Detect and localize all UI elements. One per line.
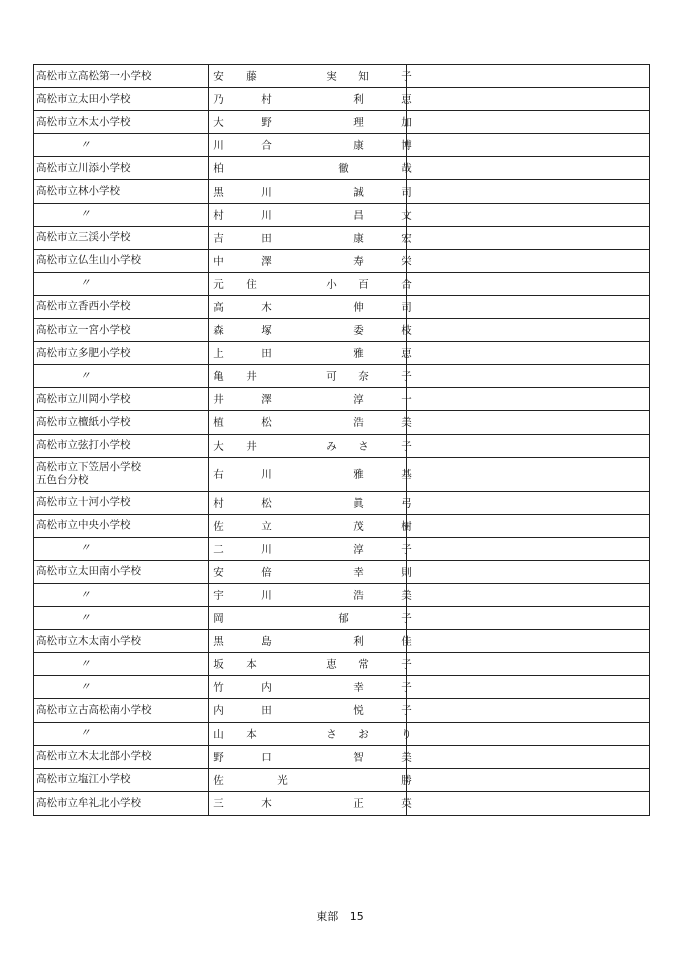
school-cell (34, 157, 209, 179)
school-name: 高松市立古高松南小学校 (36, 703, 152, 716)
name-cell (209, 273, 412, 295)
given-name-char: 昌 (353, 209, 364, 222)
surname-char: 元 (213, 278, 224, 291)
given-name-char: 佳 (401, 635, 412, 648)
surname-char: 吉 (213, 232, 224, 245)
remarks-cell (407, 653, 649, 675)
given-name-char: 雅 (353, 347, 364, 360)
school-cell (34, 492, 209, 514)
roster-table (33, 64, 650, 816)
name-cell (209, 792, 412, 815)
name-cell (209, 746, 412, 768)
given-name-char: 悦 (353, 704, 364, 717)
surname-char: 住 (246, 278, 257, 291)
given-name-char: 子 (401, 681, 412, 694)
given-name-char: 淳 (353, 393, 364, 406)
given-name-char: 樹 (401, 520, 412, 533)
school-cell (34, 723, 209, 745)
surname-char: 川 (261, 468, 272, 481)
surname-char: 藤 (246, 70, 257, 83)
remarks-cell (407, 88, 649, 110)
table-row (34, 273, 649, 296)
surname-char: 木 (261, 301, 272, 314)
name-cell (209, 319, 412, 341)
given-name-char: お (358, 728, 369, 741)
surname-char: 山 (213, 728, 224, 741)
surname-char: 内 (213, 704, 224, 717)
surname-char: 宇 (213, 589, 224, 602)
surname-char: 柏 (213, 162, 224, 175)
name-cell (209, 411, 412, 433)
given-name-char: 幸 (353, 681, 364, 694)
surname-char: 大 (213, 116, 224, 129)
given-name-char: 知 (358, 70, 369, 83)
given-name-char: 恵 (401, 93, 412, 106)
table-row (34, 515, 649, 538)
remarks-cell (407, 699, 649, 721)
table-row (34, 204, 649, 227)
name-cell (209, 250, 412, 272)
school-name: 高松市立木太北部小学校 (36, 750, 152, 763)
surname-char: 川 (261, 186, 272, 199)
school-name: 〃 (80, 138, 91, 151)
given-name-char: 実 (326, 70, 337, 83)
remarks-cell (407, 157, 649, 179)
school-cell (34, 792, 209, 815)
surname-char: 安 (213, 70, 224, 83)
surname-char: 内 (261, 681, 272, 694)
surname-char: 川 (261, 543, 272, 556)
given-name-char: 則 (401, 566, 412, 579)
school-name: 高松市立木太小学校 (36, 115, 131, 128)
school-cell (34, 204, 209, 226)
table-row (34, 630, 649, 653)
given-name-char: 浩 (353, 589, 364, 602)
surname-char: 安 (213, 566, 224, 579)
given-name-char: 栄 (401, 255, 412, 268)
surname-char: 三 (213, 797, 224, 810)
table-row (34, 227, 649, 250)
surname-char: 井 (213, 393, 224, 406)
school-name: 高松市立下笠居小学校 (36, 461, 141, 474)
given-name-char: 郁 (338, 612, 349, 625)
name-cell (209, 653, 412, 675)
surname-char: 佐 (213, 520, 224, 533)
school-name: 〃 (80, 277, 91, 290)
school-name: 〃 (80, 542, 91, 555)
name-cell (209, 88, 412, 110)
given-name-char: 哉 (401, 162, 412, 175)
table-row (34, 435, 649, 458)
surname-char: 右 (213, 468, 224, 481)
remarks-cell (407, 250, 649, 272)
table-row (34, 342, 649, 365)
table-row (34, 538, 649, 561)
surname-char: 高 (213, 301, 224, 314)
surname-char: 井 (246, 440, 257, 453)
table-row (34, 319, 649, 342)
school-cell (34, 227, 209, 249)
given-name-char: 眞 (353, 497, 364, 510)
remarks-cell (407, 630, 649, 652)
given-name-char: 百 (358, 278, 369, 291)
school-cell (34, 342, 209, 364)
given-name-char: 子 (401, 612, 412, 625)
school-name: 〃 (80, 369, 91, 382)
remarks-cell (407, 65, 649, 87)
remarks-cell (407, 342, 649, 364)
surname-char: 村 (213, 497, 224, 510)
given-name-char: 合 (401, 278, 412, 291)
remarks-cell (407, 111, 649, 133)
given-name-char: 文 (401, 209, 412, 222)
remarks-cell (407, 273, 649, 295)
name-cell (209, 227, 412, 249)
remarks-cell (407, 746, 649, 768)
given-name-char: 美 (401, 589, 412, 602)
surname-char: 澤 (261, 255, 272, 268)
surname-char: 光 (277, 774, 288, 787)
name-cell (209, 492, 412, 514)
surname-char: 澤 (261, 393, 272, 406)
surname-char: 竹 (213, 681, 224, 694)
surname-char: 口 (261, 751, 272, 764)
surname-char: 田 (261, 704, 272, 717)
given-name-char: 正 (353, 797, 364, 810)
table-row (34, 746, 649, 769)
given-name-char: 子 (401, 370, 412, 383)
surname-char: 田 (261, 347, 272, 360)
school-name: 高松市立檀紙小学校 (36, 415, 131, 428)
remarks-cell (407, 584, 649, 606)
school-cell (34, 561, 209, 583)
given-name-char: 利 (353, 93, 364, 106)
name-cell (209, 134, 412, 156)
surname-char: 木 (261, 797, 272, 810)
table-row (34, 88, 649, 111)
given-name-char: 茂 (353, 520, 364, 533)
name-cell (209, 723, 412, 745)
given-name-char: 康 (353, 232, 364, 245)
school-name: 高松市立川岡小学校 (36, 392, 131, 405)
surname-char: 黒 (213, 186, 224, 199)
school-name: 高松市立十河小学校 (36, 496, 131, 509)
footer-page-number: 15 (349, 910, 364, 923)
given-name-char: 康 (353, 139, 364, 152)
table-row (34, 561, 649, 584)
remarks-cell (407, 492, 649, 514)
given-name-char: 子 (401, 704, 412, 717)
name-cell (209, 65, 412, 87)
given-name-char: さ (358, 440, 369, 453)
table-row (34, 492, 649, 515)
given-name-char: 徹 (338, 162, 349, 175)
remarks-cell (407, 319, 649, 341)
surname-char: 川 (213, 139, 224, 152)
name-cell (209, 607, 412, 629)
name-cell (209, 296, 412, 318)
school-name: 高松市立塩江小学校 (36, 773, 131, 786)
given-name-char: 博 (401, 139, 412, 152)
remarks-cell (407, 134, 649, 156)
surname-char: 川 (261, 209, 272, 222)
given-name-char: 利 (353, 635, 364, 648)
name-cell (209, 157, 412, 179)
given-name-char: 加 (401, 116, 412, 129)
school-cell (34, 515, 209, 537)
school-name: 〃 (80, 727, 91, 740)
school-cell (34, 273, 209, 295)
given-name-char: 子 (401, 70, 412, 83)
surname-char: 立 (261, 520, 272, 533)
surname-char: 本 (246, 658, 257, 671)
given-name-char: 可 (326, 370, 337, 383)
school-name: 高松市立川添小学校 (36, 161, 131, 174)
table-row (34, 458, 649, 492)
remarks-cell (407, 204, 649, 226)
given-name-char: 英 (401, 797, 412, 810)
table-row (34, 250, 649, 273)
remarks-cell (407, 180, 649, 202)
school-name: 高松市立三渓小学校 (36, 231, 131, 244)
school-name: 高松市立太田小学校 (36, 92, 131, 105)
name-cell (209, 515, 412, 537)
table-row (34, 584, 649, 607)
surname-char: 野 (213, 751, 224, 764)
name-cell (209, 365, 412, 387)
name-cell (209, 435, 412, 457)
surname-char: 本 (246, 728, 257, 741)
table-row (34, 792, 649, 815)
name-cell (209, 342, 412, 364)
given-name-char: 枝 (401, 324, 412, 337)
school-name: 高松市立太田南小学校 (36, 565, 141, 578)
school-cell (34, 435, 209, 457)
school-name: 高松市立林小学校 (36, 185, 120, 198)
surname-char: 塚 (261, 324, 272, 337)
school-cell (34, 65, 209, 87)
given-name-char: 司 (401, 301, 412, 314)
given-name-char: 恵 (401, 347, 412, 360)
given-name-char: 一 (401, 393, 412, 406)
school-cell (34, 653, 209, 675)
table-row (34, 157, 649, 180)
table-row (34, 411, 649, 434)
school-cell (34, 111, 209, 133)
school-cell (34, 676, 209, 698)
surname-char: 野 (261, 116, 272, 129)
school-name: 〃 (80, 208, 91, 221)
given-name-char: 常 (358, 658, 369, 671)
table-row (34, 607, 649, 630)
name-cell (209, 111, 412, 133)
name-cell (209, 458, 412, 491)
given-name-char: 智 (353, 751, 364, 764)
given-name-char: 恵 (326, 658, 337, 671)
school-cell (34, 769, 209, 791)
given-name-char: 司 (401, 186, 412, 199)
table-row (34, 65, 649, 88)
remarks-cell (407, 388, 649, 410)
name-cell (209, 538, 412, 560)
remarks-cell (407, 607, 649, 629)
given-name-char: 伸 (353, 301, 364, 314)
remarks-cell (407, 792, 649, 815)
table-row (34, 653, 649, 676)
page-footer (0, 908, 680, 924)
given-name-char: 勝 (401, 774, 412, 787)
school-name: 〃 (80, 680, 91, 693)
table-row (34, 365, 649, 388)
table-row (34, 180, 649, 203)
surname-char: 松 (261, 416, 272, 429)
surname-char: 井 (246, 370, 257, 383)
school-cell (34, 319, 209, 341)
remarks-cell (407, 723, 649, 745)
given-name-char: 幸 (353, 566, 364, 579)
given-name-char: 子 (401, 440, 412, 453)
surname-char: 亀 (213, 370, 224, 383)
school-name: 高松市立仏生山小学校 (36, 254, 141, 267)
school-cell (34, 250, 209, 272)
given-name-char: 基 (401, 468, 412, 481)
name-cell (209, 630, 412, 652)
given-name-char: 雅 (353, 468, 364, 481)
school-cell (34, 365, 209, 387)
remarks-cell (407, 411, 649, 433)
school-name: 高松市立木太南小学校 (36, 634, 141, 647)
given-name-char: み (326, 440, 337, 453)
school-cell (34, 630, 209, 652)
given-name-char: 美 (401, 416, 412, 429)
given-name-char: 理 (353, 116, 364, 129)
surname-char: 田 (261, 232, 272, 245)
school-cell (34, 607, 209, 629)
footer-section: 東部 (316, 910, 339, 923)
given-name-char: さ (326, 728, 337, 741)
surname-char: 植 (213, 416, 224, 429)
given-name-char: 委 (353, 324, 364, 337)
surname-char: 松 (261, 497, 272, 510)
school-name: 高松市立香西小学校 (36, 300, 131, 313)
given-name-char: 子 (401, 543, 412, 556)
given-name-char: 誠 (353, 186, 364, 199)
school-cell (34, 538, 209, 560)
remarks-cell (407, 458, 649, 491)
name-cell (209, 180, 412, 202)
name-cell (209, 699, 412, 721)
school-cell (34, 296, 209, 318)
remarks-cell (407, 769, 649, 791)
given-name-char: 浩 (353, 416, 364, 429)
name-cell (209, 584, 412, 606)
surname-char: 大 (213, 440, 224, 453)
school-cell (34, 88, 209, 110)
school-cell (34, 180, 209, 202)
remarks-cell (407, 227, 649, 249)
remarks-cell (407, 296, 649, 318)
school-name: 〃 (80, 611, 91, 624)
school-cell (34, 388, 209, 410)
name-cell (209, 388, 412, 410)
given-name-char: 寿 (353, 255, 364, 268)
table-row (34, 388, 649, 411)
surname-char: 倍 (261, 566, 272, 579)
name-cell (209, 769, 412, 791)
name-cell (209, 676, 412, 698)
surname-char: 村 (213, 209, 224, 222)
given-name-char: 小 (326, 278, 337, 291)
remarks-cell (407, 538, 649, 560)
school-cell (34, 458, 209, 491)
surname-char: 川 (261, 589, 272, 602)
table-row (34, 676, 649, 699)
surname-char: 二 (213, 543, 224, 556)
remarks-cell (407, 561, 649, 583)
given-name-char: 宏 (401, 232, 412, 245)
given-name-char: 子 (401, 658, 412, 671)
remarks-cell (407, 365, 649, 387)
table-row (34, 699, 649, 722)
given-name-char: 奈 (358, 370, 369, 383)
surname-char: 村 (261, 93, 272, 106)
surname-char: 上 (213, 347, 224, 360)
school-cell (34, 699, 209, 721)
remarks-cell (407, 515, 649, 537)
given-name-char: 淳 (353, 543, 364, 556)
school-cell (34, 746, 209, 768)
surname-char: 岡 (213, 612, 224, 625)
school-name: 高松市立多肥小学校 (36, 346, 131, 359)
given-name-char: 美 (401, 751, 412, 764)
school-cell (34, 411, 209, 433)
school-name: 高松市立一宮小学校 (36, 323, 131, 336)
surname-char: 坂 (213, 658, 224, 671)
name-cell (209, 561, 412, 583)
name-cell (209, 204, 412, 226)
school-name: 〃 (80, 588, 91, 601)
table-row (34, 111, 649, 134)
surname-char: 合 (261, 139, 272, 152)
school-name: 〃 (80, 657, 91, 670)
school-cell (34, 584, 209, 606)
given-name-char: 弓 (401, 497, 412, 510)
given-name-char: り (401, 728, 412, 741)
school-name: 五色台分校 (36, 474, 89, 487)
surname-char: 島 (261, 635, 272, 648)
table-row (34, 723, 649, 746)
surname-char: 森 (213, 324, 224, 337)
surname-char: 黒 (213, 635, 224, 648)
table-row (34, 134, 649, 157)
school-name: 高松市立弦打小学校 (36, 439, 131, 452)
table-row (34, 769, 649, 792)
remarks-cell (407, 676, 649, 698)
surname-char: 中 (213, 255, 224, 268)
school-name: 高松市立中央小学校 (36, 519, 131, 532)
school-name: 高松市立高松第一小学校 (36, 69, 152, 82)
table-row (34, 296, 649, 319)
school-cell (34, 134, 209, 156)
surname-char: 乃 (213, 93, 224, 106)
surname-char: 佐 (213, 774, 224, 787)
remarks-cell (407, 435, 649, 457)
school-name: 高松市立牟礼北小学校 (36, 796, 141, 809)
